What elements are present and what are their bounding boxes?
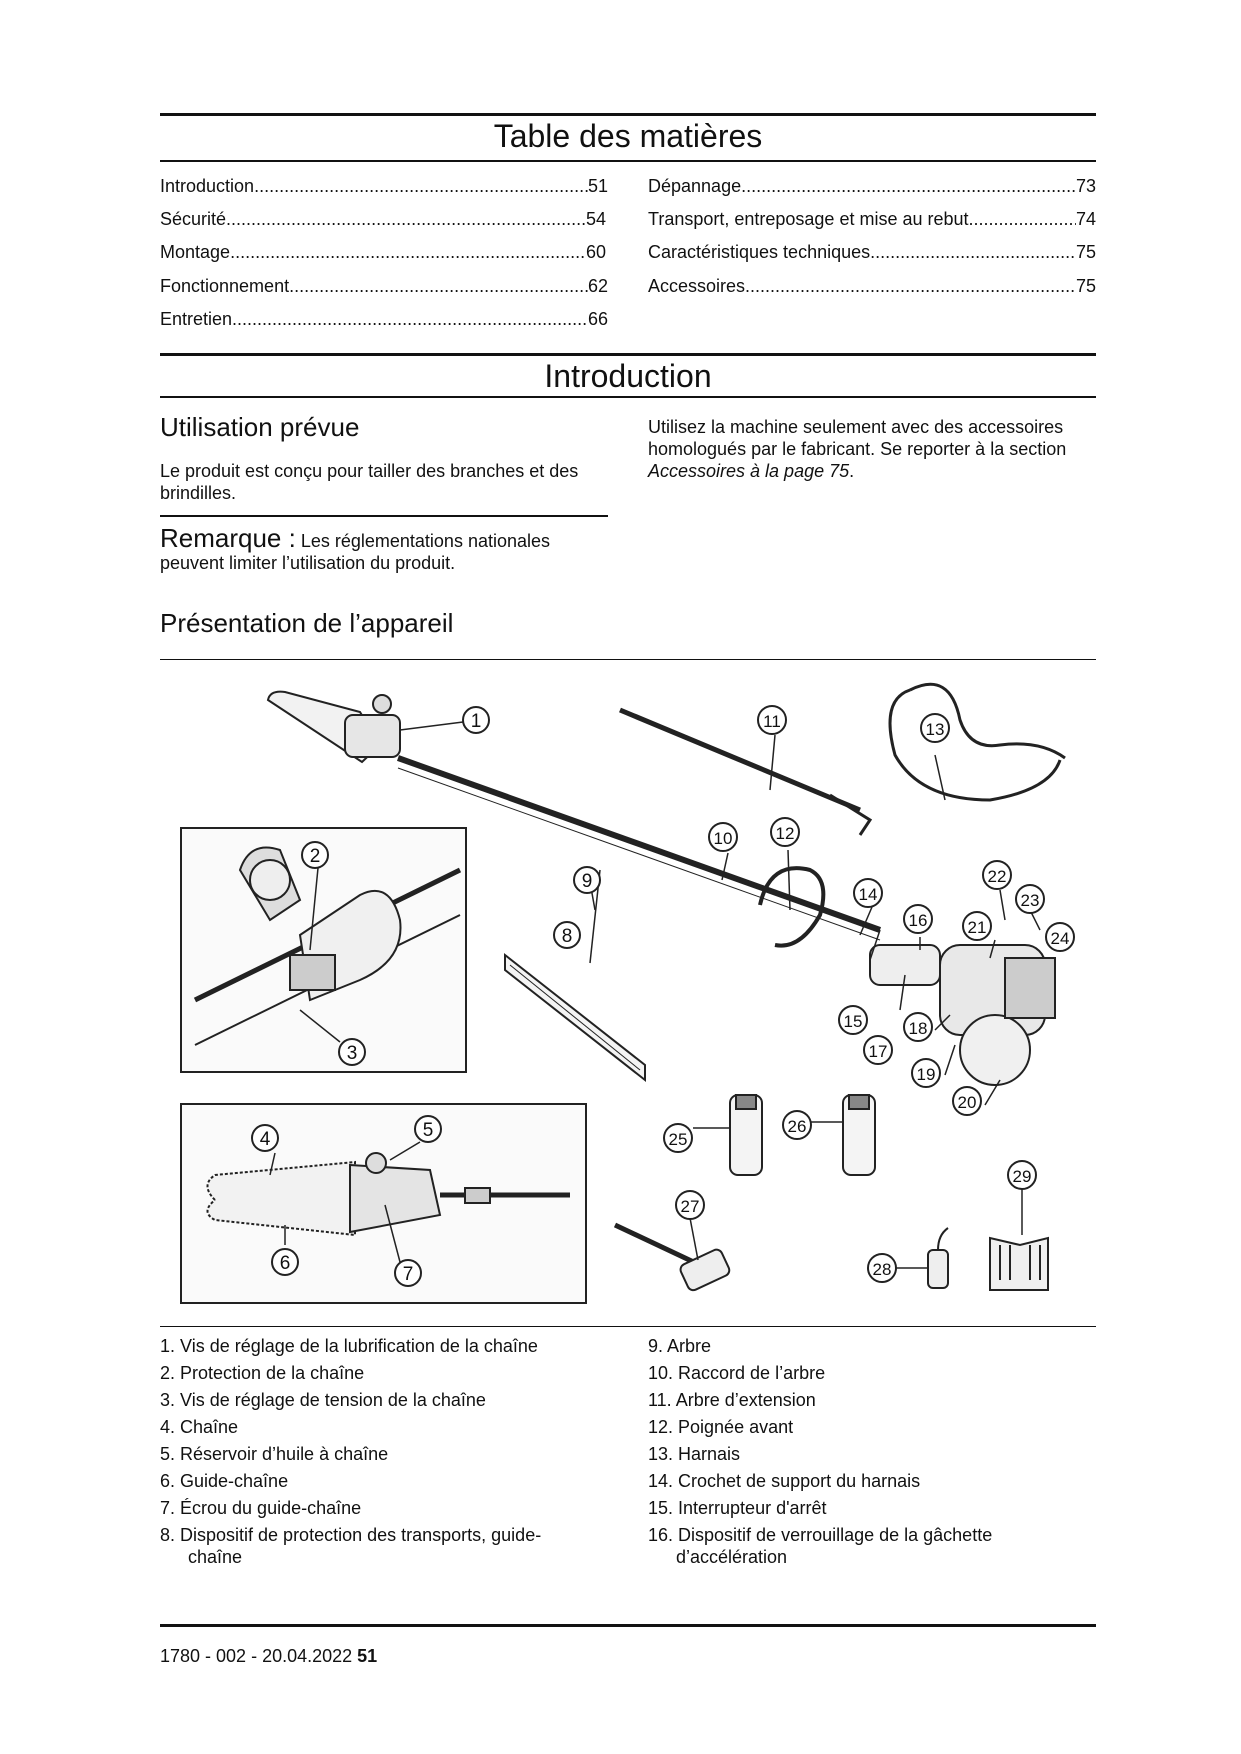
callout-14 bbox=[854, 879, 882, 907]
main-shaft-edge bbox=[398, 768, 880, 940]
legend-item: 14. Crochet de support du harnais bbox=[648, 1471, 921, 1491]
legend-item: 6. Guide-chaîne bbox=[160, 1471, 289, 1491]
callout-26 bbox=[783, 1111, 811, 1139]
svg-text:22: 22 bbox=[987, 867, 1007, 886]
svg-text:4: 4 bbox=[259, 1129, 271, 1150]
callout-23 bbox=[1016, 885, 1044, 913]
callout-6 bbox=[272, 1249, 298, 1275]
callout-17 bbox=[864, 1036, 892, 1064]
callout-28 bbox=[868, 1254, 896, 1282]
legend-item: 10. Raccord de l’arbre bbox=[648, 1363, 826, 1383]
callout-7 bbox=[395, 1260, 421, 1286]
svg-text:11: 11 bbox=[763, 712, 781, 731]
svg-text:16: 16 bbox=[908, 911, 928, 930]
toc-entry[interactable]: Caractéristiques techniques ..... 75 bbox=[648, 242, 1096, 263]
svg-text:12: 12 bbox=[775, 824, 795, 843]
callout-12 bbox=[771, 818, 799, 846]
callout-1 bbox=[463, 707, 489, 733]
svg-text:26: 26 bbox=[787, 1117, 807, 1136]
callout-13 bbox=[921, 714, 949, 742]
legend-item: 13. Harnais bbox=[648, 1444, 741, 1464]
callout-8 bbox=[554, 922, 580, 948]
toc-entry[interactable]: Dépannage ..... 73 bbox=[648, 176, 1096, 197]
svg-text:14: 14 bbox=[858, 885, 878, 904]
svg-text:8: 8 bbox=[561, 926, 573, 947]
svg-text:13: 13 bbox=[925, 720, 945, 739]
toc-entry[interactable]: Accessoires ..... 75 bbox=[648, 276, 1096, 297]
svg-text:6: 6 bbox=[279, 1253, 291, 1274]
svg-text:24: 24 bbox=[1050, 929, 1070, 948]
note-text: Les réglementations nationales peuvent limiter l’utilisation du produit. bbox=[160, 531, 551, 573]
footer-rule bbox=[160, 1624, 1096, 1627]
extension-shaft bbox=[620, 710, 860, 810]
toc-entry[interactable]: Transport, entreposage et mise au rebut ..... 74 bbox=[648, 209, 1096, 230]
svg-text:15: 15 bbox=[843, 1012, 863, 1031]
callout-24 bbox=[1046, 923, 1074, 951]
svg-text:3: 3 bbox=[346, 1043, 358, 1064]
usage-heading: Utilisation prévue bbox=[160, 412, 360, 442]
callout-27 bbox=[676, 1191, 704, 1219]
callout-29 bbox=[1008, 1161, 1036, 1189]
oil-cap bbox=[373, 695, 391, 713]
toc-title: Table des matières bbox=[493, 118, 763, 154]
legend-item: 7. Écrou du guide-chaîne bbox=[160, 1498, 362, 1518]
svg-text:17: 17 bbox=[868, 1042, 888, 1061]
legend-item: 16. Dispositif de verrouillage de la gâchette d’accélération bbox=[648, 1525, 993, 1567]
callout-16 bbox=[904, 905, 932, 933]
svg-text:7: 7 bbox=[402, 1264, 414, 1285]
legend-item: 4. Chaîne bbox=[160, 1417, 239, 1437]
overview-heading: Présentation de l’appareil bbox=[160, 608, 454, 638]
callout-25 bbox=[664, 1124, 692, 1152]
svg-text:27: 27 bbox=[680, 1197, 700, 1216]
key-tag bbox=[928, 1250, 948, 1288]
toc-entry[interactable]: Montage ..... 60 bbox=[160, 242, 606, 263]
toc-entry[interactable]: Fonctionnement ..... 62 bbox=[160, 276, 608, 297]
callout-9 bbox=[574, 867, 600, 893]
toc-entry[interactable]: Introduction ..... 51 bbox=[160, 176, 608, 197]
callout-10 bbox=[709, 823, 737, 851]
toc-entry[interactable]: Sécurité ..... 54 bbox=[160, 209, 606, 230]
callout-18 bbox=[904, 1013, 932, 1041]
legend-item: 12. Poignée avant bbox=[648, 1417, 794, 1437]
legend-item: 3. Vis de réglage de tension de la chaîne bbox=[160, 1390, 486, 1410]
main-shaft bbox=[398, 758, 880, 930]
usage-text: Le produit est conçu pour tailler des branches et des brindilles. bbox=[160, 461, 579, 503]
callout-3 bbox=[339, 1039, 365, 1065]
page-number: 51 bbox=[357, 1646, 378, 1666]
legend-item: 15. Interrupteur d'arrêt bbox=[648, 1498, 827, 1518]
svg-text:28: 28 bbox=[872, 1260, 892, 1279]
toc-entry[interactable]: Entretien ..... 66 bbox=[160, 309, 608, 330]
combination-wrench bbox=[615, 1225, 700, 1265]
saw-head bbox=[345, 715, 400, 757]
callout-20 bbox=[953, 1087, 981, 1115]
callout-2 bbox=[302, 842, 328, 868]
legend-item: 11. Arbre d’extension bbox=[648, 1390, 816, 1410]
svg-text:9: 9 bbox=[581, 871, 593, 892]
accessories-text: Utilisez la machine seulement avec des accessoires homologués par le fabricant. Se reporter à la section bbox=[648, 417, 1067, 459]
svg-text:2: 2 bbox=[309, 846, 321, 867]
legend-item: 8. Dispositif de protection des transports, guide- chaîne bbox=[160, 1525, 542, 1567]
callout-19 bbox=[912, 1059, 940, 1087]
svg-text:20: 20 bbox=[957, 1093, 977, 1112]
legend-rule bbox=[160, 1326, 1096, 1327]
fuel-tank bbox=[960, 1015, 1030, 1085]
legend-item: 1. Vis de réglage de la lubrification de la chaîne bbox=[160, 1336, 538, 1356]
callout-11 bbox=[758, 706, 786, 734]
callout-22 bbox=[983, 861, 1011, 889]
svg-text:29: 29 bbox=[1012, 1167, 1032, 1186]
harness-strap bbox=[890, 684, 1065, 800]
svg-text:19: 19 bbox=[916, 1065, 936, 1084]
callout-5 bbox=[415, 1116, 441, 1142]
note-label: Remarque : bbox=[160, 523, 296, 553]
footer bbox=[160, 1646, 377, 1667]
svg-text:1: 1 bbox=[470, 711, 482, 732]
legend-item: 9. Arbre bbox=[648, 1336, 712, 1356]
svg-text:21: 21 bbox=[967, 918, 987, 937]
callout-21 bbox=[963, 912, 991, 940]
legend-item: 5. Réservoir d’huile à chaîne bbox=[160, 1444, 389, 1464]
intro-title: Introduction bbox=[544, 358, 712, 394]
callout-4 bbox=[252, 1125, 278, 1151]
callout-15 bbox=[839, 1006, 867, 1034]
doc-reference: 1780 - 002 - 20.04.2022 bbox=[160, 1646, 353, 1666]
accessories-link[interactable]: Accessoires à la page 75 bbox=[648, 461, 850, 481]
svg-text:25: 25 bbox=[668, 1130, 688, 1149]
engine-cylinder bbox=[1005, 958, 1055, 1018]
svg-text:18: 18 bbox=[908, 1019, 928, 1038]
svg-text:10: 10 bbox=[713, 829, 733, 848]
svg-text:23: 23 bbox=[1020, 891, 1040, 910]
svg-text:5: 5 bbox=[422, 1120, 434, 1141]
legend-item: 2. Protection de la chaîne bbox=[160, 1363, 365, 1383]
accessories-paragraph: Utilisez la machine seulement avec des accessoires homologués par le fabricant. Se reporter à la section Accessoires à la page 75. bbox=[648, 417, 1067, 481]
